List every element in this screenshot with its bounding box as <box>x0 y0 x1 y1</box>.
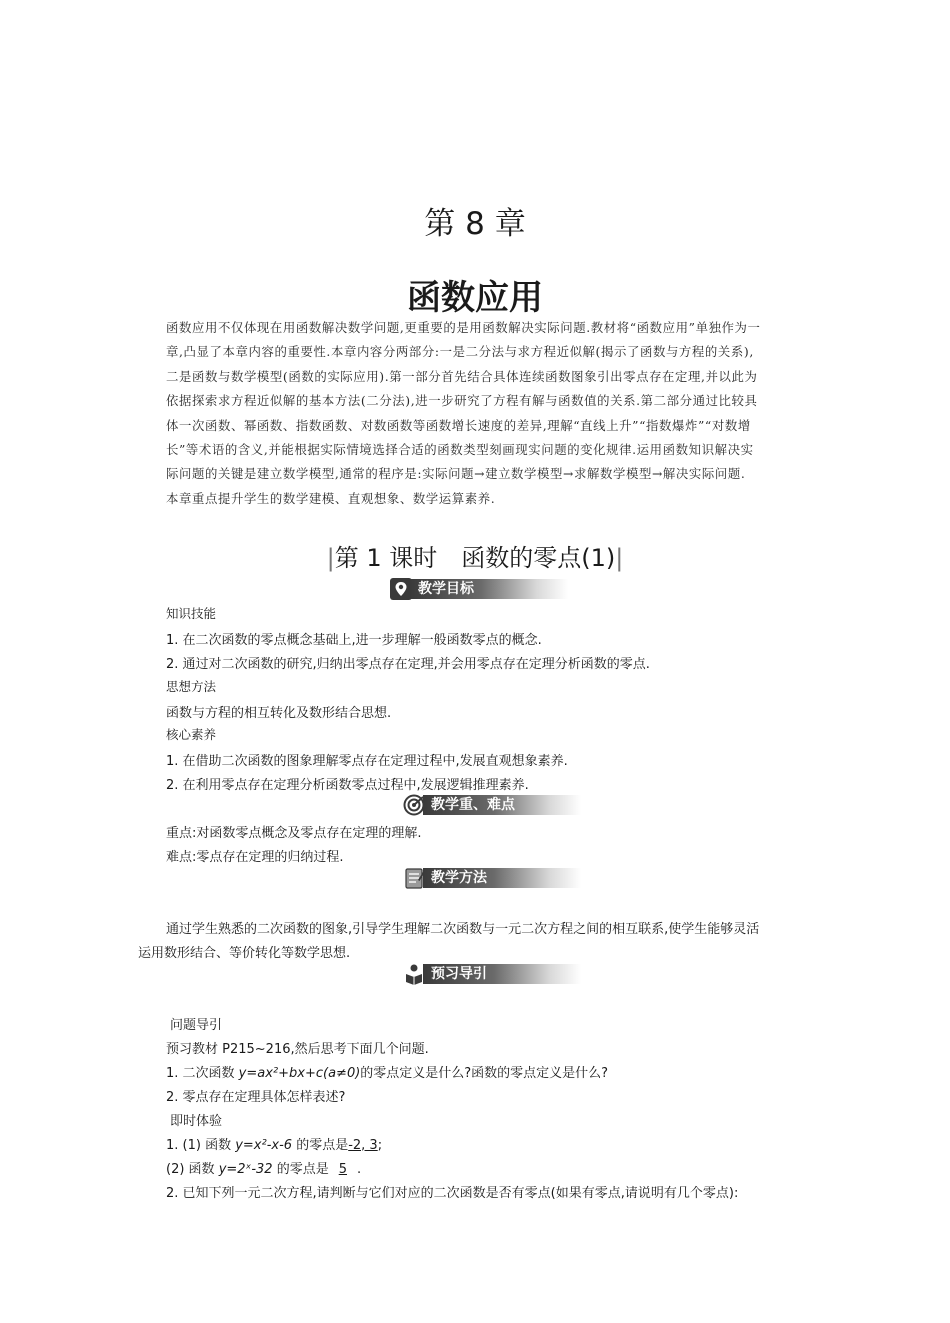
method-item: 函数与方程的相互转化及数形结合思想. <box>166 706 392 721</box>
question-item: 1. 二次函数 y=ax²+bx+c(a≠0)的零点定义是什么?函数的零点定义是什么? <box>166 1066 609 1081</box>
target-icon <box>403 794 425 816</box>
lesson-title: |第 1 课时 函数的零点(1)| <box>326 544 624 572</box>
knowledge-item: 2. 通过对二次函数的研究,归纳出零点存在定理,并会用零点存在定理分析函数的零点. <box>166 657 650 672</box>
core-item: 2. 在利用零点存在定理分析函数零点过程中,发展逻辑推理素养. <box>166 778 529 793</box>
core-heading: 核心素养 <box>166 727 217 742</box>
exercise-item: 1. (1) 函数 y=x²-x-6 的零点是-2, 3; <box>166 1138 383 1153</box>
section-badge-preview <box>403 963 573 985</box>
section-badge-key-points <box>403 794 573 816</box>
answer-blank: -2, 3 <box>348 1138 378 1153</box>
badge-label: 预习导引 <box>423 964 581 984</box>
exercise-item: (2) 函数 y=2ˣ-32 的零点是 5 . <box>166 1162 362 1177</box>
core-item: 1. 在借助二次函数的图象理解零点存在定理过程中,发展直观想象素养. <box>166 754 568 769</box>
key-point: 重点:对函数零点概念及零点存在定理的理解. <box>166 826 422 841</box>
methods-text: 通过学生熟悉的二次函数的图象,引导学生理解二次函数与一元二次方程之间的相互联系,使学生能够灵活 <box>166 922 760 937</box>
chapter-intro <box>166 316 766 511</box>
methods-text: 运用数形结合、等价转化等数学思想. <box>138 946 351 961</box>
knowledge-heading: 知识技能 <box>166 606 217 621</box>
chapter-number: 第 8 章 <box>424 206 526 242</box>
answer-blank: 5 <box>338 1162 347 1177</box>
badge-label: 教学方法 <box>423 868 581 888</box>
badge-label: 教学重、难点 <box>423 795 581 815</box>
location-pin-icon <box>390 578 412 600</box>
question-intro: 预习教材 P215~216,然后思考下面几个问题. <box>166 1042 429 1057</box>
difficulty-point: 难点:零点存在定理的归纳过程. <box>166 850 344 865</box>
question-heading: 问题导引 <box>170 1018 223 1033</box>
notebook-icon <box>403 867 425 889</box>
badge-label: 教学目标 <box>410 579 568 599</box>
exercise-item: 2. 已知下列一元二次方程,请判断与它们对应的二次函数是否有零点(如果有零点,请说明有几个零点): <box>166 1186 739 1201</box>
method-heading: 思想方法 <box>166 679 217 694</box>
intro-paragraph: 函数应用不仅体现在用函数解决数学问题,更重要的是用函数解决实际问题.教材将“函数应用”单独作为一章,凸显了本章内容的重要性.本章内容分两部分:一是二分法与求方程近似解(揭示了函数与方程的关系),二是函数与数学模型(函数的实际应用).第一部分首先结合具体连续函数图象引出零点存在定理,并以此为依据探索求方程近似解的基本方法(二分法),进一步研究了方程有解与函数值的关系.第二部分通过比较具体一次函数、幂函数、指数函数、对数函数等函数增长速度的差异,理解“直线上升”“指数爆炸”“对数增长”等术语的含义,并能根据实际情境选择合适的函数类型刻画现实问题的变化规律.运用函数知识解决实际问题的关键是建立数学模型,通常的程序是:实际问题→建立数学模型→求解数学模型→解决实际问题. <box>166 320 761 482</box>
intro-paragraph: 本章重点提升学生的数学建模、直观想象、数学运算素养. <box>166 490 496 506</box>
experience-heading: 即时体验 <box>170 1114 223 1129</box>
section-badge-methods <box>403 867 573 889</box>
chapter-title: 函数应用 <box>407 278 543 318</box>
knowledge-item: 1. 在二次函数的零点概念基础上,进一步理解一般函数零点的概念. <box>166 633 542 648</box>
reading-person-icon <box>403 963 425 985</box>
question-item: 2. 零点存在定理具体怎样表述? <box>166 1090 346 1105</box>
section-badge-objectives <box>390 578 570 600</box>
